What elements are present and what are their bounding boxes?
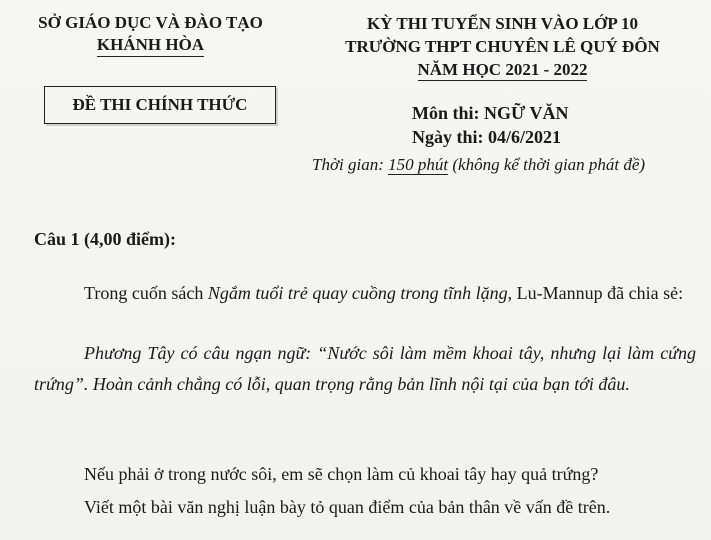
question-prompt — [34, 458, 698, 524]
question-intro — [34, 278, 694, 309]
official-exam-label: ĐỀ THI CHÍNH THỨC — [44, 86, 276, 124]
quoted-passage: Phương Tây có câu ngạn ngữ: “Nước sôi làm mềm khoai tây, nhưng lại làm cứng trứng”. Hoàn cảnh chẳng có lỗi, quan trọng rằng bản lĩnh nội tại của bạn tới đâu. — [34, 343, 696, 394]
school-name: TRƯỜNG THPT CHUYÊN LÊ QUÝ ĐÔN — [345, 37, 660, 56]
department-name: SỞ GIÁO DỤC VÀ ĐÀO TẠO — [38, 13, 263, 32]
exam-heading — [300, 12, 705, 81]
prompt-line-2: Viết một bài văn nghị luận bày tỏ quan điểm của bản thân về vấn đề trên. — [84, 497, 611, 517]
issuing-department — [18, 12, 283, 57]
duration-note: (không kể thời gian phát đề) — [448, 155, 646, 174]
duration-value: 150 phút — [388, 155, 449, 174]
exam-date: Ngày thi: 04/6/2021 — [412, 127, 562, 147]
exam-duration — [312, 154, 645, 176]
question-title: Câu 1 (4,00 điểm): — [34, 229, 176, 249]
exam-name: KỲ THI TUYỂN SINH VÀO LỚP 10 — [366, 14, 639, 33]
school-year: NĂM HỌC 2021 - 2022 — [417, 60, 588, 79]
intro-text-after: , Lu-Mannup đã chia sẻ: — [507, 283, 684, 303]
intro-text-before: Trong cuốn sách — [84, 283, 208, 303]
exam-subject: Môn thi: NGỮ VĂN — [412, 103, 569, 123]
duration-prefix: Thời gian: — [312, 155, 389, 174]
prompt-line-1: Nếu phải ở trong nước sôi, em sẽ chọn làm củ khoai tây hay quả trứng? — [84, 464, 599, 484]
book-title: Ngắm tuổi trẻ quay cuồng trong tĩnh lặng — [207, 283, 508, 303]
province-name: KHÁNH HÒA — [97, 35, 204, 57]
